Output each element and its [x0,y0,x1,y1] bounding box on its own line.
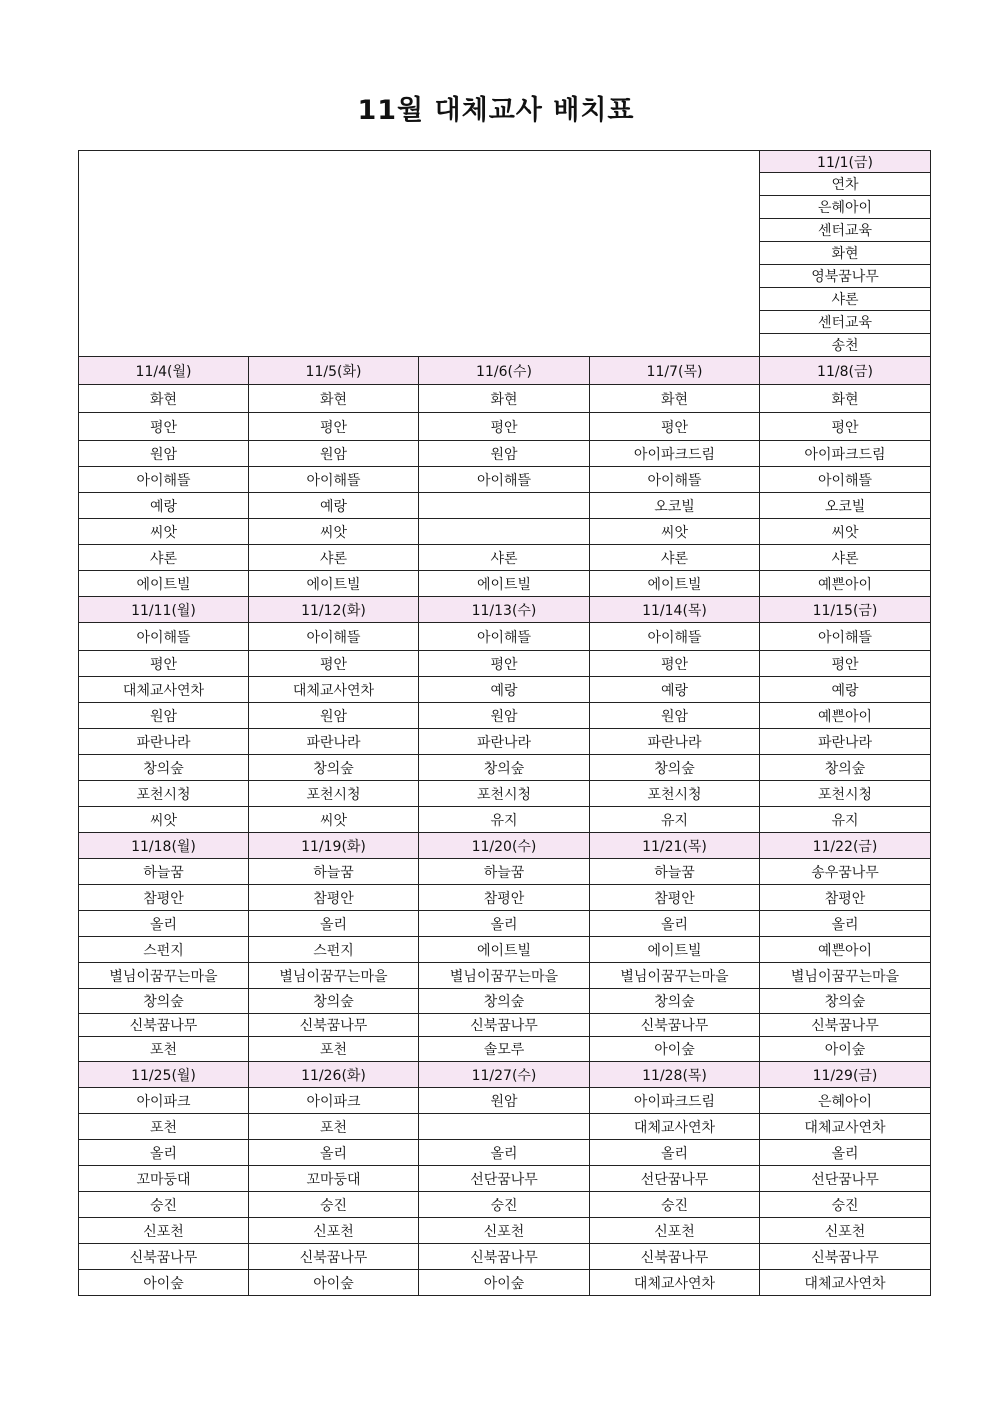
schedule-cell: 평안 [419,413,590,441]
schedule-cell: 별님이꿈꾸는마을 [249,963,419,989]
schedule-cell: 예랑 [79,493,249,519]
schedule-cell: 샤론 [249,545,419,571]
schedule-cell: 숭진 [249,1192,419,1218]
schedule-cell: 아이해뜰 [249,467,419,493]
schedule-table [78,150,931,1296]
schedule-cell: 신포천 [79,1218,249,1244]
schedule-cell: 신포천 [590,1218,760,1244]
schedule-cell: 아이해뜰 [79,623,249,651]
schedule-row [79,385,931,413]
schedule-cell: 원암 [590,703,760,729]
schedule-row [79,545,931,571]
schedule-cell: 씨앗 [590,519,760,545]
schedule-cell: 하늘꿈 [249,859,419,885]
schedule-cell: 아이해뜰 [760,623,931,651]
date-header: 11/6(수) [419,357,590,385]
schedule-cell: 포천 [249,1114,419,1140]
schedule-cell: 창의숲 [419,755,590,781]
schedule-cell: 창의숲 [419,989,590,1014]
schedule-cell: 포천 [79,1114,249,1140]
schedule-cell: 아이숲 [419,1270,590,1296]
schedule-cell: 하늘꿈 [79,859,249,885]
schedule-row [79,911,931,937]
date-header-row [79,833,931,859]
schedule-row [79,755,931,781]
date-header: 11/20(수) [419,833,590,859]
schedule-cell: 올리 [79,1140,249,1166]
schedule-cell: 화현 [760,385,931,413]
schedule-cell: 샤론 [760,545,931,571]
schedule-row [79,807,931,833]
schedule-cell: 신북꿈나무 [760,1244,931,1270]
schedule-cell: 포천시청 [590,781,760,807]
schedule-cell: 올리 [79,911,249,937]
schedule-row [79,623,931,651]
schedule-cell: 하늘꿈 [590,859,760,885]
schedule-row [79,1088,931,1114]
schedule-cell: 에이트빌 [419,937,590,963]
schedule-cell: 센터교육 [760,311,931,334]
schedule-row [79,1140,931,1166]
date-header: 11/7(목) [590,357,760,385]
schedule-cell: 하늘꿈 [419,859,590,885]
schedule-row [79,989,931,1014]
schedule-cell: 별님이꿈꾸는마을 [79,963,249,989]
schedule-cell: 예랑 [760,677,931,703]
date-header: 11/29(금) [760,1062,931,1088]
schedule-cell: 대체교사연차 [79,677,249,703]
schedule-cell: 신북꿈나무 [590,1014,760,1037]
schedule-cell: 에이트빌 [419,571,590,597]
schedule-row [79,493,931,519]
schedule-cell: 아이해뜰 [419,467,590,493]
date-header: 11/14(목) [590,597,760,623]
schedule-cell: 화현 [760,242,931,265]
schedule-cell: 원암 [249,441,419,467]
schedule-cell: 참평안 [419,885,590,911]
date-header: 11/12(화) [249,597,419,623]
schedule-row [79,677,931,703]
schedule-cell: 아이해뜰 [79,467,249,493]
schedule-cell: 신포천 [419,1218,590,1244]
schedule-cell: 예랑 [590,677,760,703]
schedule-cell: 숭진 [760,1192,931,1218]
schedule-cell: 아이숲 [79,1270,249,1296]
date-header: 11/22(금) [760,833,931,859]
schedule-cell: 참평안 [79,885,249,911]
schedule-cell: 아이숲 [590,1037,760,1062]
schedule-row [79,571,931,597]
schedule-row [79,1244,931,1270]
schedule-row [79,703,931,729]
schedule-cell: 아이해뜰 [760,467,931,493]
schedule-cell: 은혜아이 [760,1088,931,1114]
schedule-row [79,1114,931,1140]
schedule-row [79,441,931,467]
schedule-cell: 올리 [249,911,419,937]
schedule-cell: 올리 [590,911,760,937]
schedule-cell: 원암 [249,703,419,729]
schedule-cell: 파란나라 [249,729,419,755]
schedule-row [79,519,931,545]
page-title: 11월 대체교사 배치표 [357,95,635,126]
schedule-cell: 화현 [590,385,760,413]
schedule-cell: 유지 [590,807,760,833]
schedule-cell: 신북꿈나무 [79,1244,249,1270]
schedule-cell: 평안 [79,651,249,677]
date-header: 11/19(화) [249,833,419,859]
date-header: 11/13(수) [419,597,590,623]
schedule-cell: 오코빌 [760,493,931,519]
schedule-cell: 원암 [419,1088,590,1114]
date-header: 11/18(월) [79,833,249,859]
schedule-cell: 신북꿈나무 [419,1014,590,1037]
schedule-cell: 예쁜아이 [760,571,931,597]
schedule-cell: 파란나라 [419,729,590,755]
date-header: 11/15(금) [760,597,931,623]
schedule-cell: 원암 [419,441,590,467]
schedule-cell [419,519,590,545]
schedule-cell: 유지 [760,807,931,833]
schedule-cell: 화현 [419,385,590,413]
schedule-cell: 숭진 [419,1192,590,1218]
schedule-row [79,859,931,885]
schedule-cell: 창의숲 [590,989,760,1014]
schedule-cell: 포천시청 [79,781,249,807]
schedule-row [79,885,931,911]
empty-area [79,151,760,357]
schedule-cell: 올리 [760,911,931,937]
schedule-cell: 숭진 [79,1192,249,1218]
date-header: 11/11(월) [79,597,249,623]
schedule-cell: 별님이꿈꾸는마을 [419,963,590,989]
date-header: 11/27(수) [419,1062,590,1088]
schedule-cell: 씨앗 [79,807,249,833]
schedule-row [79,1166,931,1192]
schedule-cell: 영북꿈나무 [760,265,931,288]
schedule-row [79,781,931,807]
schedule-cell: 아이숲 [760,1037,931,1062]
schedule-cell: 아이파크드림 [590,441,760,467]
schedule-cell: 선단꿈나무 [760,1166,931,1192]
schedule-cell: 숭진 [590,1192,760,1218]
schedule-row [79,1014,931,1037]
schedule-cell: 올리 [419,1140,590,1166]
schedule-row [79,937,931,963]
date-header: 11/21(목) [590,833,760,859]
schedule-cell: 예랑 [249,493,419,519]
schedule-row [79,963,931,989]
schedule-row [79,1270,931,1296]
schedule-cell: 아이숲 [249,1270,419,1296]
schedule-cell: 유지 [419,807,590,833]
schedule-cell: 평안 [79,413,249,441]
schedule-cell: 신북꿈나무 [590,1244,760,1270]
schedule-cell: 스펀지 [249,937,419,963]
schedule-cell: 샤론 [419,545,590,571]
schedule-cell: 창의숲 [760,755,931,781]
schedule-cell: 파란나라 [79,729,249,755]
schedule-row [79,729,931,755]
schedule-cell: 송천 [760,334,931,357]
schedule-cell: 평안 [760,651,931,677]
schedule-cell: 샤론 [760,288,931,311]
schedule-cell: 평안 [249,651,419,677]
schedule-cell: 포천 [79,1037,249,1062]
date-header-row [79,597,931,623]
schedule-cell: 솔모루 [419,1037,590,1062]
schedule-cell: 아이해뜰 [249,623,419,651]
schedule-cell: 원암 [79,441,249,467]
schedule-cell: 스펀지 [79,937,249,963]
date-header: 11/25(월) [79,1062,249,1088]
schedule-cell: 아이파크 [79,1088,249,1114]
schedule-cell: 송우꿈나무 [760,859,931,885]
schedule-cell: 샤론 [79,545,249,571]
schedule-row [79,651,931,677]
schedule-row [79,1192,931,1218]
schedule-cell: 포천시청 [419,781,590,807]
schedule-cell: 신포천 [760,1218,931,1244]
schedule-cell: 신북꿈나무 [249,1244,419,1270]
schedule-cell: 씨앗 [79,519,249,545]
schedule-cell: 창의숲 [760,989,931,1014]
schedule-cell: 아이해뜰 [590,467,760,493]
schedule-cell: 화현 [79,385,249,413]
date-header-row [79,1062,931,1088]
schedule-cell: 에이트빌 [249,571,419,597]
schedule-cell: 파란나라 [760,729,931,755]
schedule-cell: 평안 [249,413,419,441]
schedule-cell: 아이해뜰 [590,623,760,651]
schedule-cell: 씨앗 [249,519,419,545]
schedule-cell: 아이파크드림 [760,441,931,467]
schedule-cell: 대체교사연차 [590,1114,760,1140]
schedule-cell: 신북꿈나무 [419,1244,590,1270]
schedule-cell: 대체교사연차 [249,677,419,703]
schedule-cell: 평안 [590,413,760,441]
schedule-cell: 평안 [419,651,590,677]
schedule-cell: 씨앗 [760,519,931,545]
schedule-cell: 포천시청 [760,781,931,807]
schedule-cell: 예쁜아이 [760,703,931,729]
schedule-cell: 올리 [760,1140,931,1166]
schedule-cell: 올리 [249,1140,419,1166]
schedule-cell: 센터교육 [760,219,931,242]
schedule-cell: 참평안 [590,885,760,911]
schedule-cell: 씨앗 [249,807,419,833]
schedule-cell: 화현 [249,385,419,413]
schedule-cell: 아이파크 [249,1088,419,1114]
schedule-cell: 참평안 [760,885,931,911]
schedule-cell: 아이해뜰 [419,623,590,651]
schedule-cell: 예랑 [419,677,590,703]
schedule-cell: 에이트빌 [590,937,760,963]
schedule-cell: 창의숲 [79,755,249,781]
schedule-cell: 포천 [249,1037,419,1062]
schedule-cell: 오코빌 [590,493,760,519]
schedule-cell: 은혜아이 [760,196,931,219]
schedule-cell: 신포천 [249,1218,419,1244]
schedule-cell: 샤론 [590,545,760,571]
schedule-cell: 파란나라 [590,729,760,755]
schedule-cell: 꼬마둥대 [79,1166,249,1192]
schedule-cell: 꼬마둥대 [249,1166,419,1192]
schedule-cell: 대체교사연차 [760,1270,931,1296]
week0-header-row [79,151,931,173]
schedule-cell [419,1114,590,1140]
schedule-cell [419,493,590,519]
schedule-cell: 별님이꿈꾸는마을 [590,963,760,989]
schedule-cell: 별님이꿈꾸는마을 [760,963,931,989]
schedule-cell: 올리 [419,911,590,937]
schedule-row [79,413,931,441]
date-header-row [79,357,931,385]
schedule-row [79,1037,931,1062]
schedule-cell: 예쁜아이 [760,937,931,963]
schedule-cell: 원암 [419,703,590,729]
schedule-row [79,1218,931,1244]
date-header: 11/28(목) [590,1062,760,1088]
schedule-cell: 연차 [760,173,931,196]
schedule-cell: 선단꿈나무 [590,1166,760,1192]
schedule-cell: 선단꿈나무 [419,1166,590,1192]
schedule-cell: 신북꿈나무 [760,1014,931,1037]
schedule-row [79,467,931,493]
schedule-cell: 참평안 [249,885,419,911]
date-header: 11/4(월) [79,357,249,385]
schedule-cell: 대체교사연차 [760,1114,931,1140]
schedule-cell: 신북꿈나무 [249,1014,419,1037]
date-header: 11/26(화) [249,1062,419,1088]
schedule-cell: 포천시청 [249,781,419,807]
date-header: 11/5(화) [249,357,419,385]
schedule-cell: 아이파크드림 [590,1088,760,1114]
date-header: 11/8(금) [760,357,931,385]
schedule-cell: 에이트빌 [79,571,249,597]
schedule-cell: 창의숲 [249,755,419,781]
date-header: 11/1(금) [760,151,931,173]
schedule-cell: 창의숲 [590,755,760,781]
schedule-cell: 원암 [79,703,249,729]
schedule-cell: 대체교사연차 [590,1270,760,1296]
schedule-cell: 창의숲 [249,989,419,1014]
schedule-cell: 신북꿈나무 [79,1014,249,1037]
schedule-cell: 올리 [590,1140,760,1166]
schedule-cell: 평안 [590,651,760,677]
schedule-cell: 평안 [760,413,931,441]
schedule-cell: 창의숲 [79,989,249,1014]
schedule-cell: 에이트빌 [590,571,760,597]
